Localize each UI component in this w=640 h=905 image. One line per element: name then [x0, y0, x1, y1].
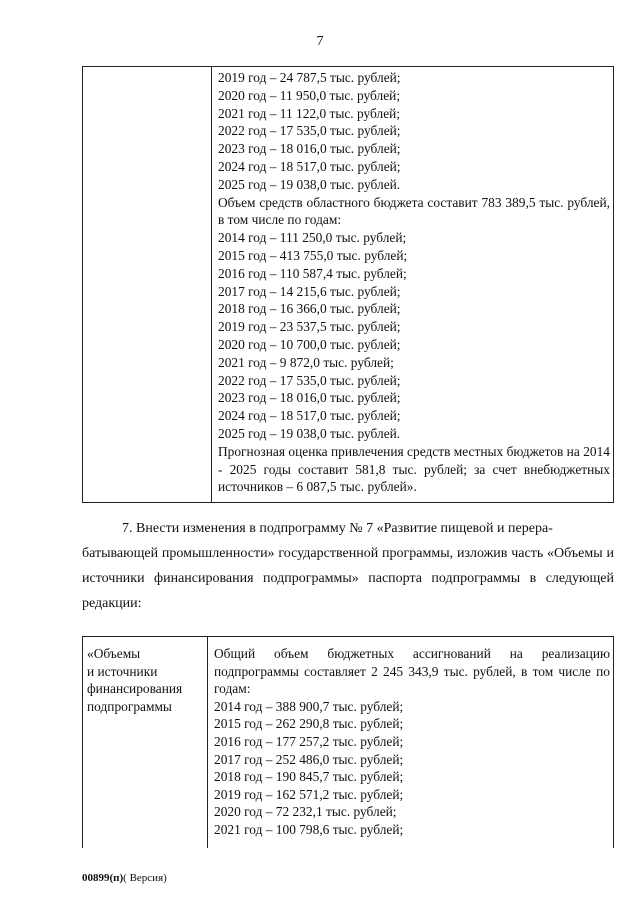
regional-year-line: 2020 год – 10 700,0 тыс. рублей;: [218, 336, 401, 352]
regional-year-line: 2017 год – 14 215,6 тыс. рублей;: [218, 283, 401, 299]
regional-year-line: 2024 год – 18 517,0 тыс. рублей;: [218, 408, 401, 424]
regional-year-line: 2019 год – 23 537,5 тыс. рублей;: [218, 319, 401, 335]
subprogram-financing-table: [82, 636, 614, 848]
regional-year-line: 2023 год – 18 016,0 тыс. рублей;: [218, 390, 401, 406]
document-code: 00899(п): [82, 872, 124, 884]
forecast-text: Прогнозная оценка привлечения средств местных бюджетов на 2014 - 2025 годы составит 581,8 тыс. рублей; за счет внебюджетных источников – 6 087,5 тыс. рублей».: [218, 443, 610, 495]
regional-year-line: 2021 год – 9 872,0 тыс. рублей;: [218, 354, 394, 370]
year-line: 2025 год – 19 038,0 тыс. рублей.: [218, 176, 401, 192]
year-line: 2019 год – 24 787,5 тыс. рублей;: [218, 70, 401, 85]
label-line: «Объемы: [87, 646, 141, 661]
regional-year-line: 2018 год – 16 366,0 тыс. рублей;: [218, 301, 401, 317]
year-line: 2024 год – 18 517,0 тыс. рублей;: [218, 158, 401, 174]
year-line: 2023 год – 18 016,0 тыс. рублей;: [218, 141, 401, 157]
document-version: ( Версия): [123, 872, 167, 884]
year-line: 2016 год – 177 257,2 тыс. рублей;: [214, 733, 404, 749]
row-label: [87, 645, 203, 715]
regional-year-line: 2016 год – 110 587,4 тыс. рублей;: [218, 265, 407, 281]
regional-year-line: 2015 год – 413 755,0 тыс. рублей;: [218, 247, 408, 263]
year-line: 2022 год – 17 535,0 тыс. рублей;: [218, 123, 401, 139]
year-line: 2021 год – 100 798,6 тыс. рублей;: [214, 821, 404, 837]
financing-cell: [218, 69, 610, 496]
page-number: 7: [316, 34, 324, 49]
year-line: 2014 год – 388 900,7 тыс. рублей;: [214, 698, 404, 714]
year-line: 2019 год – 162 571,2 тыс. рублей;: [214, 786, 404, 802]
regional-budget-intro: Объем средств областного бюджета составит 783 389,5 тыс. рублей, в том числе по годам:: [218, 194, 610, 228]
label-line: финансирования: [87, 681, 183, 697]
label-line: подпрограммы: [87, 698, 172, 714]
column-divider: [207, 637, 208, 848]
regional-year-line: 2025 год – 19 038,0 тыс. рублей.: [218, 425, 401, 441]
regional-year-line: 2014 год – 111 250,0 тыс. рублей;: [218, 230, 407, 246]
financing-table-continued: [82, 66, 614, 503]
regional-year-line: 2022 год – 17 535,0 тыс. рублей;: [218, 372, 401, 388]
financing-cell: [214, 645, 610, 839]
total-budget-intro: Общий объем бюджетных ассигнований на реализацию подпрограммы составляет 2 245 343,9 тыс. рублей, в том числе по годам:: [214, 646, 610, 697]
year-line: 2017 год – 252 486,0 тыс. рублей;: [214, 751, 404, 767]
year-line: 2020 год – 11 950,0 тыс. рублей;: [218, 87, 401, 103]
year-line: 2020 год – 72 232,1 тыс. рублей;: [214, 804, 397, 820]
amendment-paragraph: [82, 516, 614, 616]
document-footer: [82, 872, 167, 884]
year-line: 2021 год – 11 122,0 тыс. рублей;: [218, 105, 401, 121]
paragraph-first-line: 7. Внести изменения в подпрограмму № 7 «Развитие пищевой и перера-: [122, 521, 553, 536]
year-line: 2018 год – 190 845,7 тыс. рублей;: [214, 769, 404, 785]
label-line: и источники: [87, 663, 158, 679]
paragraph-body: батывающей промышленности» государственной программы, изложив часть «Объемы и источники финансирования подпрограммы» паспорта подпрограммы в следующей редакции:: [82, 546, 614, 611]
column-divider: [211, 67, 212, 502]
year-line: 2015 год – 262 290,8 тыс. рублей;: [214, 716, 404, 732]
